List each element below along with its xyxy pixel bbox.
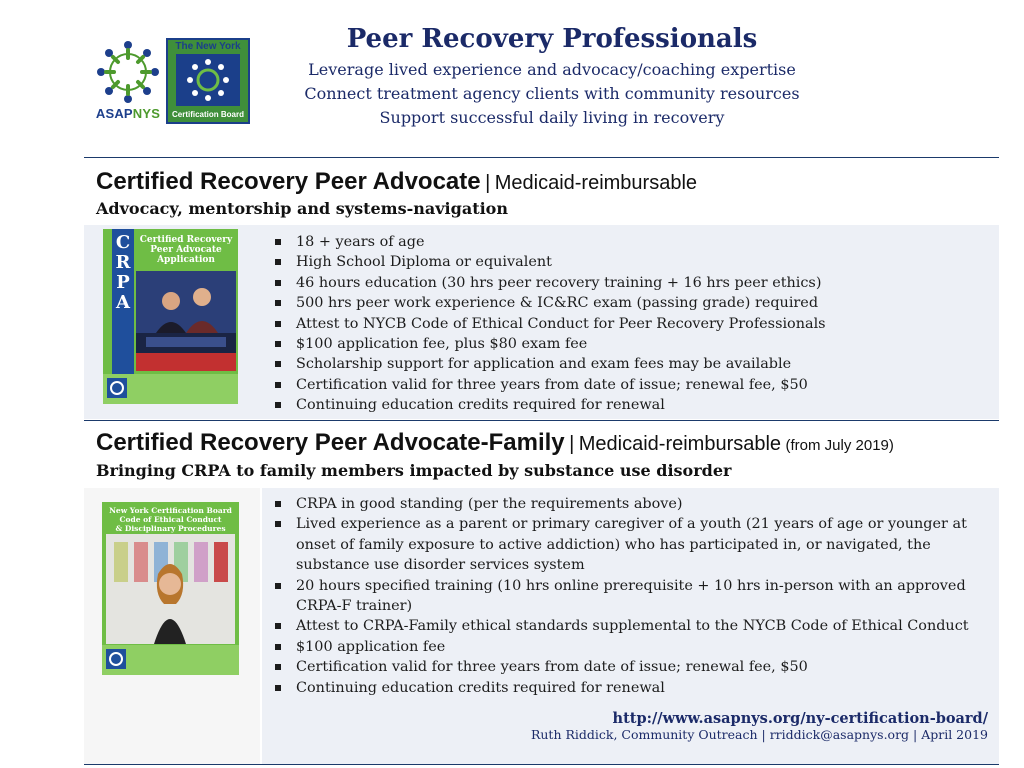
list-item: Attest to CRPA-Family ethical standards supplemental to the NYCB Code of Ethical Conduct	[272, 616, 972, 636]
list-item: $100 application fee, plus $80 exam fee	[272, 334, 992, 354]
divider	[84, 420, 999, 421]
list-item: Certification valid for three years from date of issue; renewal fee, $50	[272, 657, 972, 677]
header-tagline-2: Connect treatment agency clients with community resources	[304, 84, 800, 103]
list-item: Attest to NYCB Code of Ethical Conduct for Peer Recovery Professionals	[272, 314, 992, 334]
crpa-title: Certified Recovery Peer Advocate	[96, 168, 481, 195]
nycb-logo[interactable]	[166, 38, 250, 124]
asapnys-wordmark: ASAPNYS	[95, 106, 161, 121]
certification-board-link[interactable]: http://www.asapnys.org/ny-certification-board/	[612, 710, 988, 727]
people-circle-icon	[92, 38, 164, 106]
people-circle-icon	[183, 56, 233, 104]
code-of-ethics-cover	[102, 502, 239, 675]
cover-footer	[102, 645, 239, 675]
page-title: Peer Recovery Professionals	[346, 24, 758, 54]
meeting-photo	[136, 271, 236, 371]
crpaf-start-note: (from July 2019)	[785, 437, 894, 454]
crpa-cover-title: Certified Recovery Peer Advocate Application	[139, 235, 233, 265]
list-item: 18 + years of age	[272, 232, 992, 252]
list-item: Lived experience as a parent or primary caregiver of a youth (21 years of age or younger at onset of family exposure to active addiction) who has participated in, or navigated, the substance use disorder services system	[272, 514, 972, 575]
crpa-subtitle: Advocacy, mentorship and systems-navigation	[96, 199, 508, 218]
crpaf-requirements-list	[272, 494, 972, 698]
cover-footer	[103, 374, 238, 404]
crpaf-heading	[96, 429, 894, 457]
crpa-requirements-list	[272, 232, 992, 416]
list-item: 20 hours specified training (10 hrs online prerequisite + 10 hrs in-person with an approved CRPA-F trainer)	[272, 576, 972, 617]
ethics-cover-title: New York Certification Board Code of Ethical Conduct & Disciplinary Procedures	[109, 506, 232, 533]
crpa-application-cover	[103, 229, 238, 404]
list-item: High School Diploma or equivalent	[272, 252, 992, 272]
list-item: 46 hours education (30 hrs peer recovery training + 16 hrs peer ethics)	[272, 273, 992, 293]
divider	[84, 157, 999, 158]
list-item: CRPA in good standing (per the requirements above)	[272, 494, 972, 514]
nycb-logo-bottom-text: Certification Board	[171, 110, 244, 119]
list-item: 500 hrs peer work experience & IC&RC exam (passing grade) required	[272, 293, 992, 313]
list-item: Continuing education credits required for renewal	[272, 395, 992, 415]
crpa-cover-letters: C R P A	[115, 232, 131, 313]
header-tagline-3: Support successful daily living in recovery	[379, 108, 725, 127]
heading-separator: |	[569, 433, 575, 455]
contact-line: Ruth Riddick, Community Outreach | rriddick@asapnys.org | April 2019	[530, 727, 988, 742]
asapnys-logo[interactable]	[92, 38, 164, 128]
header-tagline-1: Leverage lived experience and advocacy/coaching expertise	[308, 60, 796, 79]
nycb-small-logo-icon	[107, 378, 127, 398]
crpaf-subtitle: Bringing CRPA to family members impacted by substance use disorder	[96, 461, 732, 480]
crpa-reimbursable: Medicaid-reimbursable	[494, 172, 698, 194]
crpaf-title: Certified Recovery Peer Advocate-Family	[96, 429, 565, 456]
divider	[84, 764, 999, 765]
list-item: Scholarship support for application and exam fees may be available	[272, 354, 992, 374]
nycb-logo-top-text: The New York	[175, 41, 241, 52]
heading-separator: |	[485, 172, 491, 194]
crpa-heading	[96, 168, 697, 196]
nycb-logo-emblem	[176, 54, 240, 106]
list-item: Certification valid for three years from date of issue; renewal fee, $50	[272, 375, 992, 395]
nycb-small-logo-icon	[106, 649, 126, 669]
crpaf-reimbursable: Medicaid-reimbursable	[578, 433, 782, 455]
list-item: Continuing education credits required for renewal	[272, 678, 972, 698]
doors-photo	[106, 534, 235, 644]
list-item: $100 application fee	[272, 637, 972, 657]
